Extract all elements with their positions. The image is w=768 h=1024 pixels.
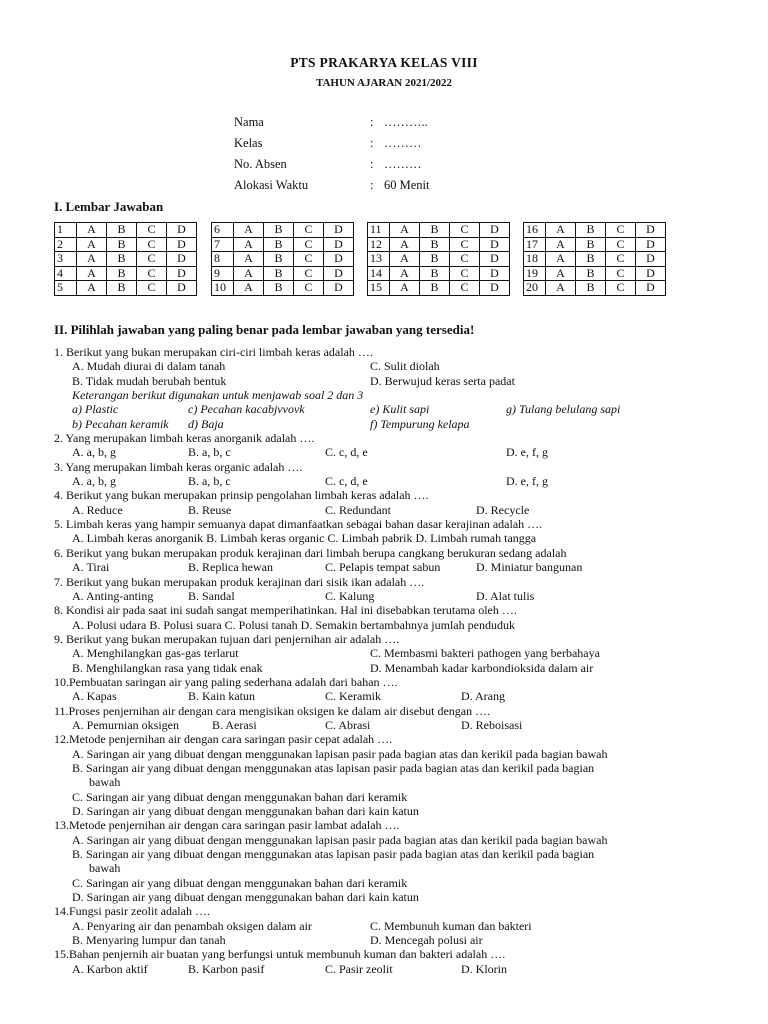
question-line (54, 517, 714, 531)
info-colon: : (370, 136, 374, 150)
question-line (54, 661, 714, 675)
answer-option[interactable]: D (480, 223, 510, 238)
question-text: C. Saringan air yang dibuat dengan menggunakan bahan dari keramik (72, 875, 408, 890)
question-line (54, 632, 714, 646)
answer-table (211, 222, 354, 296)
question-line (54, 775, 714, 789)
question-text: C. Pelapis tempat sabun (325, 560, 441, 575)
question-text: B. Aerasi (212, 717, 257, 732)
answer-number: 12 (368, 237, 390, 252)
question-text: bawah (89, 775, 121, 790)
question-line (54, 861, 714, 875)
question-text: C. Kalung (325, 588, 375, 603)
answer-number: 3 (55, 252, 77, 267)
question-line (54, 474, 714, 488)
question-line (54, 933, 714, 947)
answer-number: 9 (212, 266, 234, 281)
answer-row (55, 281, 197, 296)
question-line (54, 445, 714, 459)
question-text: D. Reboisasi (461, 717, 523, 732)
question-text: 3. Yang merupakan limbah keras organic adalah …. (54, 459, 303, 474)
question-text: B. a, b, c (188, 474, 231, 489)
question-line (54, 876, 714, 890)
answer-option[interactable]: D (636, 237, 666, 252)
answer-row (212, 237, 354, 252)
question-line (54, 388, 714, 402)
question-text: Keterangan berikut digunakan untuk menjawab soal 2 dan 3 (72, 388, 364, 403)
page-title: PTS PRAKARYA KELAS VIII (290, 55, 478, 70)
info-row (234, 157, 429, 178)
answer-option[interactable]: B (264, 223, 294, 238)
question-text: B. Replica hewan (188, 560, 273, 575)
question-text: B. a, b, c (188, 445, 231, 460)
answer-option[interactable]: C (294, 252, 324, 267)
info-label: Kelas (234, 136, 263, 150)
answer-option[interactable]: A (546, 252, 576, 267)
question-text: C. c, d, e (325, 474, 368, 489)
question-line (54, 488, 714, 502)
question-text: A. Saringan air yang dibuat dengan menggunakan lapisan pasir pada bagian atas dan kerikil pada bagian bawah (72, 746, 608, 761)
info-label: Nama (234, 115, 264, 129)
answer-number: 16 (524, 223, 546, 238)
question-line (54, 818, 714, 832)
question-line (54, 503, 714, 517)
answer-option[interactable]: D (324, 266, 354, 281)
question-text: B. Menghilangkan rasa yang tidak enak (72, 660, 263, 675)
answer-number: 6 (212, 223, 234, 238)
answer-row (524, 266, 666, 281)
question-line (54, 531, 714, 545)
question-text: bawah (89, 861, 121, 876)
answer-option[interactable]: A (390, 252, 420, 267)
question-line (54, 417, 714, 431)
answer-option[interactable]: B (264, 237, 294, 252)
info-label: No. Absen (234, 157, 287, 171)
question-text: D. Saringan air yang dibuat dengan menggunakan bahan dari kain katun (72, 890, 419, 905)
answer-option[interactable]: B (420, 281, 450, 296)
answer-option[interactable]: B (264, 252, 294, 267)
question-line (54, 431, 714, 445)
answer-number: 10 (212, 281, 234, 296)
question-line (54, 890, 714, 904)
question-line (54, 947, 714, 961)
question-text: 13.Metode penjernihan air dengan cara saringan pasir lambat adalah …. (54, 818, 400, 833)
answer-number: 8 (212, 252, 234, 267)
info-value: 60 Menit (384, 178, 430, 192)
question-text: B. Menyaring lumpur dan tanah (72, 933, 226, 948)
answer-option[interactable]: B (420, 237, 450, 252)
question-line (54, 761, 714, 775)
answer-option[interactable]: D (324, 252, 354, 267)
question-text: A. Limbah keras anorganik B. Limbah keras organic C. Limbah pabrik D. Limbah rumah tangga (72, 531, 537, 546)
answer-row (524, 223, 666, 238)
question-text: D. e, f, g (506, 445, 548, 460)
answer-number: 20 (524, 281, 546, 296)
question-line (54, 646, 714, 660)
answer-option[interactable]: D (324, 237, 354, 252)
question-text: D. Saringan air yang dibuat dengan menggunakan bahan dari kain katun (72, 804, 419, 818)
info-row (234, 115, 429, 136)
answer-row (524, 281, 666, 296)
answer-option[interactable]: A (546, 223, 576, 238)
answer-number: 13 (368, 252, 390, 267)
info-row (234, 136, 429, 157)
question-line (54, 747, 714, 761)
question-text: A. Polusi udara B. Polusi suara C. Polusi tanah D. Semakin bertambahnya jumlah penduduk (72, 617, 515, 632)
answer-number: 1 (55, 223, 77, 238)
answer-row (524, 237, 666, 252)
question-text: D. Menambah kadar karbondioksida dalam air (370, 660, 594, 675)
question-text: C. Pasir zeolit (325, 961, 393, 976)
answer-option[interactable]: C (450, 266, 480, 281)
answer-number: 2 (55, 237, 77, 252)
question-text: D. Berwujud keras serta padat (370, 373, 515, 388)
answer-option[interactable]: D (167, 237, 197, 252)
answer-option[interactable]: D (480, 252, 510, 267)
answer-option[interactable]: C (137, 266, 167, 281)
answer-option[interactable]: C (606, 237, 636, 252)
info-value: ……… (384, 157, 422, 171)
question-line (54, 804, 714, 818)
question-line (54, 904, 714, 918)
answer-row (212, 252, 354, 267)
answer-row (212, 223, 354, 238)
question-line (54, 402, 714, 416)
question-text: B. Saringan air yang dibuat dengan menggunakan atas lapisan pasir pada bagian atas dan kerikil pada bagian (72, 847, 595, 862)
answer-option[interactable]: C (137, 223, 167, 238)
question-text: B. Reuse (188, 502, 232, 517)
answer-option[interactable]: D (167, 281, 197, 296)
question-text: 11.Proses penjernihan air dengan cara mengisikan oksigen ke dalam air disebut dengan …. (54, 703, 491, 718)
answer-option[interactable]: B (107, 252, 137, 267)
question-line (54, 675, 714, 689)
question-text: C. Saringan air yang dibuat dengan menggunakan bahan dari keramik (72, 789, 408, 804)
question-text: D. Miniatur bangunan (476, 560, 583, 575)
answer-option[interactable]: C (137, 237, 167, 252)
answer-option[interactable]: D (167, 223, 197, 238)
question-line (54, 718, 714, 732)
info-label: Alokasi Waktu (234, 178, 309, 192)
answer-row (55, 266, 197, 281)
answer-option[interactable]: B (576, 252, 606, 267)
question-text: D. Arang (461, 689, 505, 704)
question-text: 5. Limbah keras yang hampir semuanya dapat dimanfaatkan sebagai bahan dasar kerajinan adalah …. (54, 517, 543, 532)
info-row (234, 178, 429, 199)
page-subtitle: TAHUN AJARAN 2021/2022 (315, 77, 453, 89)
question-text: 15.Bahan penjernih air buatan yang berfungsi untuk membunuh kuman dan bakteri adalah …. (54, 947, 506, 962)
answer-option[interactable]: A (546, 237, 576, 252)
answer-row (368, 237, 510, 252)
answer-row (368, 252, 510, 267)
answer-row (55, 252, 197, 267)
question-line (54, 575, 714, 589)
answer-option[interactable]: B (576, 281, 606, 296)
question-text: B. Tidak mudah berubah bentuk (72, 373, 227, 388)
answer-option[interactable]: B (576, 223, 606, 238)
answer-option[interactable]: A (390, 266, 420, 281)
question-text: A. Saringan air yang dibuat dengan menggunakan lapisan pasir pada bagian atas dan kerikil pada bagian bawah (72, 832, 608, 847)
question-text: 10.Pembuatan saringan air yang paling sederhana adalah dari bahan …. (54, 674, 398, 689)
question-text: A. Mudah diurai di dalam tanah (72, 359, 226, 374)
info-colon: : (370, 115, 374, 129)
answer-option[interactable]: A (234, 237, 264, 252)
question-text: b) Pecahan keramik (72, 416, 169, 431)
answer-option[interactable]: A (390, 223, 420, 238)
student-info (234, 115, 429, 199)
answer-option[interactable]: C (450, 281, 480, 296)
answer-row (368, 223, 510, 238)
info-value: ……… (384, 136, 422, 150)
answer-option[interactable]: C (294, 223, 324, 238)
answer-option[interactable]: B (107, 237, 137, 252)
answer-option[interactable]: A (546, 281, 576, 296)
answer-option[interactable]: B (107, 281, 137, 296)
answer-row (368, 281, 510, 296)
answer-option[interactable]: A (77, 237, 107, 252)
question-text: 4. Berikut yang bukan merupakan prinsip pengolahan limbah keras adalah …. (54, 488, 429, 503)
answer-number: 4 (55, 266, 77, 281)
answer-option[interactable]: A (390, 237, 420, 252)
answer-option[interactable]: D (480, 237, 510, 252)
answer-row (368, 266, 510, 281)
answer-option[interactable]: A (77, 252, 107, 267)
question-line (54, 359, 714, 373)
question-line (54, 560, 714, 574)
question-text: D. Alat tulis (476, 588, 535, 603)
answer-option[interactable]: A (77, 223, 107, 238)
question-text: C. Redundant (325, 502, 391, 517)
answer-option[interactable]: A (234, 266, 264, 281)
question-text: B. Kain katun (188, 689, 255, 704)
answer-option[interactable]: D (324, 281, 354, 296)
answer-option[interactable]: A (77, 266, 107, 281)
section-answer-sheet-heading: I. Lembar Jawaban (54, 199, 164, 214)
question-text: A. Kapas (72, 689, 117, 704)
question-text: A. Karbon aktif (72, 961, 148, 976)
answer-number: 11 (368, 223, 390, 238)
question-line (54, 546, 714, 560)
answer-option[interactable]: A (234, 223, 264, 238)
question-text: C. Sulit diolah (370, 359, 440, 374)
answer-table (54, 222, 197, 296)
answer-option[interactable]: C (137, 281, 167, 296)
answer-option[interactable]: A (390, 281, 420, 296)
question-line (54, 618, 714, 632)
answer-option[interactable]: D (324, 223, 354, 238)
answer-row (524, 252, 666, 267)
question-text: D. e, f, g (506, 474, 548, 489)
info-colon: : (370, 157, 374, 171)
question-text: 8. Kondisi air pada saat ini sudah sangat memperihatinkan. Hal ini disebabkan terutama oleh …. (54, 603, 517, 618)
answer-row (55, 223, 197, 238)
question-line (54, 345, 714, 359)
answer-option[interactable]: C (606, 223, 636, 238)
question-text: C. Membunuh kuman dan bakteri (370, 918, 532, 933)
info-colon: : (370, 178, 374, 192)
question-text: B. Sandal (188, 588, 235, 603)
answer-option[interactable]: B (576, 237, 606, 252)
answer-row (212, 266, 354, 281)
answer-option[interactable]: B (420, 223, 450, 238)
question-line (54, 732, 714, 746)
answer-option[interactable]: C (606, 281, 636, 296)
question-text: A. Anting-anting (72, 588, 154, 603)
question-text: C. c, d, e (325, 445, 368, 460)
question-text: A. Menghilangkan gas-gas terlarut (72, 646, 239, 661)
answer-option[interactable]: C (606, 252, 636, 267)
question-text: D. Mencegah polusi air (370, 933, 483, 948)
answer-option[interactable]: B (107, 266, 137, 281)
answer-option[interactable]: D (167, 252, 197, 267)
question-line (54, 460, 714, 474)
question-text: B. Karbon pasif (188, 961, 265, 976)
question-line (54, 962, 714, 976)
question-text: A. Penyaring air dan penambah oksigen dalam air (72, 918, 312, 933)
answer-option[interactable]: D (636, 281, 666, 296)
question-text: a) Plastic (72, 402, 119, 417)
question-text: 9. Berikut yang bukan merupakan tujuan dari penjernihan air adalah …. (54, 631, 400, 646)
question-text: 2. Yang merupakan limbah keras anorganik adalah …. (54, 431, 315, 446)
question-text: C. Abrasi (325, 717, 371, 732)
answer-number: 5 (55, 281, 77, 296)
answer-table (367, 222, 510, 296)
question-text: 7. Berikut yang bukan merupakan produk kerajinan dari sisik ikan adalah …. (54, 574, 425, 589)
question-list (54, 345, 714, 976)
question-line (54, 689, 714, 703)
section-questions-heading: II. Pilihlah jawaban yang paling benar pada lembar jawaban yang tersedia! (54, 322, 475, 337)
question-text: A. Pemurnian oksigen (72, 717, 179, 732)
answer-option[interactable]: B (576, 266, 606, 281)
question-line (54, 704, 714, 718)
question-line (54, 847, 714, 861)
question-text: e) Kulit sapi (370, 402, 430, 417)
question-line (54, 374, 714, 388)
question-text: D. Recycle (476, 502, 530, 517)
answer-option[interactable]: D (636, 252, 666, 267)
question-line (54, 790, 714, 804)
answer-option[interactable]: C (294, 237, 324, 252)
answer-number: 17 (524, 237, 546, 252)
answer-option[interactable]: C (450, 223, 480, 238)
question-text: 6. Berikut yang bukan merupakan produk kerajinan dari limbah berupa cangkang berukuran sedang adalah (54, 545, 567, 560)
answer-number: 19 (524, 266, 546, 281)
answer-option[interactable]: C (137, 252, 167, 267)
question-text: c) Pecahan kacabjvvovk (188, 402, 305, 417)
answer-option[interactable]: A (234, 252, 264, 267)
answer-number: 14 (368, 266, 390, 281)
answer-option[interactable]: D (480, 266, 510, 281)
question-text: A. a, b, g (72, 474, 116, 489)
question-text: 14.Fungsi pasir zeolit adalah …. (54, 904, 210, 919)
answer-option[interactable]: C (294, 281, 324, 296)
answer-option[interactable]: C (294, 266, 324, 281)
answer-number: 7 (212, 237, 234, 252)
question-text: A. Reduce (72, 502, 123, 517)
answer-option[interactable]: D (636, 223, 666, 238)
answer-option[interactable]: B (264, 281, 294, 296)
question-text: 1. Berikut yang bukan merupakan ciri-ciri limbah keras adalah …. (54, 345, 373, 359)
answer-option[interactable]: B (107, 223, 137, 238)
question-text: A. a, b, g (72, 445, 116, 460)
answer-option[interactable]: D (480, 281, 510, 296)
answer-option[interactable]: B (420, 252, 450, 267)
answer-option[interactable]: D (167, 266, 197, 281)
answer-option[interactable]: A (77, 281, 107, 296)
info-value: ……….. (384, 115, 428, 129)
question-text: C. Keramik (325, 689, 381, 704)
answer-row (55, 237, 197, 252)
question-text: C. Membasmi bakteri pathogen yang berbahaya (370, 646, 600, 661)
question-line (54, 603, 714, 617)
question-text: f) Tempurung kelapa (370, 416, 470, 431)
answer-number: 18 (524, 252, 546, 267)
question-line (54, 589, 714, 603)
answer-option[interactable]: C (606, 266, 636, 281)
answer-option[interactable]: A (234, 281, 264, 296)
question-line (54, 833, 714, 847)
answer-option[interactable]: B (420, 266, 450, 281)
answer-option[interactable]: A (546, 266, 576, 281)
answer-number: 15 (368, 281, 390, 296)
answer-option[interactable]: B (264, 266, 294, 281)
question-line (54, 919, 714, 933)
answer-row (212, 281, 354, 296)
question-text: 12.Metode penjernihan air dengan cara saringan pasir cepat adalah …. (54, 732, 393, 747)
answer-option[interactable]: C (450, 252, 480, 267)
question-text: B. Saringan air yang dibuat dengan menggunakan atas lapisan pasir pada bagian atas dan kerikil pada bagian (72, 760, 595, 775)
question-text: g) Tulang belulang sapi (506, 402, 621, 417)
question-text: A. Tirai (72, 560, 110, 575)
answer-option[interactable]: C (450, 237, 480, 252)
question-text: d) Baja (188, 416, 224, 431)
answer-option[interactable]: D (636, 266, 666, 281)
answer-table (523, 222, 666, 296)
question-text: D. Klorin (461, 961, 507, 976)
